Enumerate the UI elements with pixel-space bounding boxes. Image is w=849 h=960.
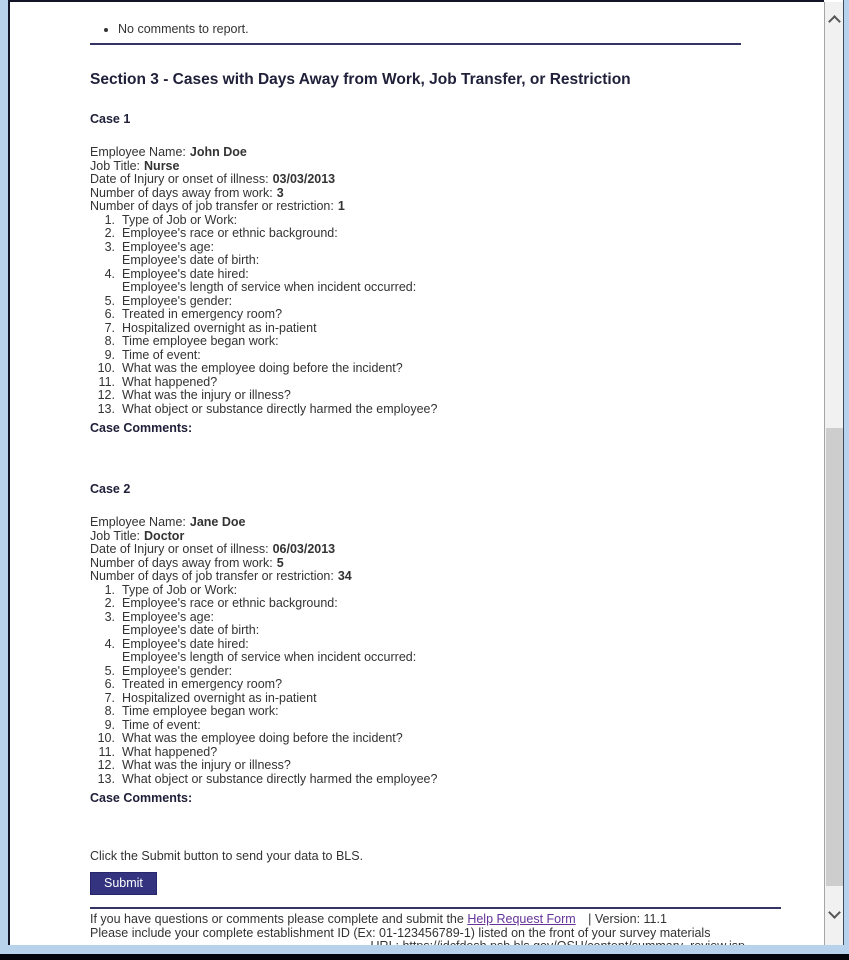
field-label: Number of days of job transfer or restriction: — [90, 569, 334, 583]
question-item — [90, 214, 823, 228]
scroll-up-button[interactable] — [825, 4, 843, 34]
question-number: 6. — [104, 307, 115, 321]
case-2-comments-label: Case Comments: — [90, 791, 193, 805]
window-border-right — [843, 0, 849, 954]
question-number: 10. — [97, 731, 115, 745]
case-1-section — [90, 113, 823, 436]
case-1-title: Case 1 — [90, 111, 131, 126]
content-border-top — [8, 0, 824, 2]
field-value: 3 — [276, 185, 284, 200]
field-employee-name — [90, 146, 823, 160]
question-item — [90, 362, 823, 376]
scroll-down-button[interactable] — [825, 899, 843, 929]
question-number: 4. — [104, 266, 115, 281]
question-text: What object or substance directly harmed the employee? — [122, 401, 438, 416]
question-number: 13. — [97, 401, 115, 416]
question-text: Time employee began work: — [122, 704, 279, 718]
question-number: 6. — [104, 677, 115, 691]
section3-heading: Section 3 - Cases with Days Away from Work, Job Transfer, or Restriction — [90, 70, 631, 88]
footer-help-line — [90, 913, 823, 927]
field-value: Doctor — [144, 528, 185, 543]
field-job-title — [90, 530, 823, 544]
question-text: Employee's race or ethnic background: — [122, 596, 338, 610]
field-days-away — [90, 187, 823, 201]
window-edge-bottom — [0, 954, 849, 960]
question-text: What was the employee doing before the incident? — [122, 731, 403, 745]
chevron-down-icon — [828, 906, 841, 919]
question-number: 1. — [104, 212, 115, 227]
question-item — [90, 773, 823, 787]
question-text: What was the injury or illness? — [122, 758, 291, 772]
question-text: Employee's age: Employee's date of birth: — [122, 609, 260, 637]
question-item — [90, 759, 823, 773]
question-item — [90, 584, 823, 598]
scrollbar-thumb[interactable] — [826, 428, 843, 886]
question-item — [90, 349, 823, 363]
field-label: Employee Name: — [90, 145, 186, 159]
question-item — [90, 335, 823, 349]
question-text: Employee's gender: — [122, 663, 233, 678]
question-item — [90, 705, 823, 719]
question-number: 2. — [104, 596, 115, 610]
field-injury-date — [90, 173, 823, 187]
question-text: Type of Job or Work: — [122, 582, 238, 597]
field-value: 06/03/2013 — [272, 542, 336, 556]
question-item — [90, 746, 823, 760]
field-job-title — [90, 160, 823, 174]
question-text: What object or substance directly harmed the employee? — [122, 771, 438, 786]
question-number: 12. — [97, 388, 115, 402]
version-text: | Version: 11.1 — [588, 912, 667, 926]
field-value: Jane Doe — [189, 515, 246, 529]
question-number: 8. — [104, 704, 115, 718]
field-days-restriction — [90, 570, 823, 584]
question-number: 12. — [97, 758, 115, 772]
question-number: 3. — [104, 609, 115, 624]
window-border-left — [0, 0, 8, 954]
page-content — [10, 2, 823, 945]
question-item — [90, 376, 823, 390]
question-text: Treated in emergency room? — [122, 307, 283, 321]
vertical-scrollbar[interactable] — [824, 2, 843, 945]
question-text: Time of event: — [122, 717, 201, 732]
field-employee-name — [90, 516, 823, 530]
question-text: Hospitalized overnight as in-patient — [122, 320, 317, 335]
question-text: Type of Job or Work: — [122, 212, 238, 227]
question-text: What happened? — [122, 374, 218, 389]
field-label: Number of days away from work: — [90, 555, 273, 570]
question-number: 11. — [98, 744, 115, 759]
case-2-title: Case 2 — [90, 481, 131, 496]
question-text: What was the employee doing before the incident? — [122, 361, 403, 375]
question-number: 5. — [104, 293, 115, 308]
question-number: 13. — [97, 771, 115, 786]
question-text: Employee's age: Employee's date of birth: — [122, 239, 260, 267]
question-item — [90, 241, 823, 268]
footer-establishment-line: Please include your complete establishment ID (Ex: 01-123456789-1) listed on the front of your survey materials — [90, 925, 711, 940]
question-text: Employee's race or ethnic background: — [122, 226, 338, 240]
question-number: 1. — [104, 582, 115, 597]
field-value: 1 — [337, 199, 345, 213]
question-text: Employee's date hired: Employee's length of service when incident occurred: — [122, 266, 417, 294]
question-number: 11. — [98, 374, 115, 389]
field-label: Date of Injury or onset of illness: — [90, 542, 269, 556]
question-number: 9. — [104, 717, 115, 732]
question-item — [90, 638, 823, 665]
help-request-form-link[interactable]: Help Request Form — [467, 912, 576, 926]
question-text: Time employee began work: — [122, 334, 279, 348]
content-border-left — [8, 0, 10, 945]
window-border-bottom — [0, 945, 849, 954]
question-item — [90, 308, 823, 322]
case-1-question-list — [90, 214, 823, 417]
chevron-up-icon — [828, 15, 841, 28]
question-number: 7. — [104, 320, 115, 335]
question-item — [90, 732, 823, 746]
question-text: Time of event: — [122, 347, 201, 362]
section-divider — [90, 43, 741, 45]
question-number: 10. — [97, 361, 115, 375]
question-item — [90, 403, 823, 417]
question-item — [90, 597, 823, 611]
question-item — [90, 665, 823, 679]
field-value: John Doe — [189, 145, 247, 159]
comments-note: • No comments to report. — [118, 23, 823, 37]
field-value: Nurse — [144, 158, 180, 173]
case-2-fields — [90, 516, 823, 584]
footer-help-prefix: If you have questions or comments please complete and submit the — [90, 912, 464, 926]
question-text: What was the injury or illness? — [122, 388, 291, 402]
comments-note-list — [90, 23, 823, 37]
question-number: 2. — [104, 226, 115, 240]
footer-divider — [90, 907, 781, 909]
question-item — [90, 227, 823, 241]
field-value: 03/03/2013 — [272, 172, 336, 186]
case-1-fields — [90, 146, 823, 214]
case-2-section — [90, 483, 823, 806]
question-text: Hospitalized overnight as in-patient — [122, 690, 317, 705]
submit-instruction: Click the Submit button to send your data to BLS. — [90, 848, 364, 863]
field-value: 34 — [337, 569, 352, 583]
question-text: Employee's gender: — [122, 293, 233, 308]
field-label: Number of days of job transfer or restriction: — [90, 199, 334, 213]
field-injury-date — [90, 543, 823, 557]
field-label: Date of Injury or onset of illness: — [90, 172, 269, 186]
case-1-comments-label: Case Comments: — [90, 421, 193, 435]
question-item — [90, 611, 823, 638]
field-label: Job Title: — [90, 158, 141, 173]
question-item — [90, 719, 823, 733]
question-number: 4. — [104, 636, 115, 651]
field-label: Employee Name: — [90, 515, 186, 529]
question-text: Employee's date hired: Employee's length of service when incident occurred: — [122, 636, 417, 664]
field-label: Number of days away from work: — [90, 185, 273, 200]
question-number: 7. — [104, 690, 115, 705]
field-value: 5 — [276, 555, 284, 570]
question-text: What happened? — [122, 744, 218, 759]
question-item — [90, 322, 823, 336]
question-text: Treated in emergency room? — [122, 677, 283, 691]
field-days-away — [90, 557, 823, 571]
question-number: 9. — [104, 347, 115, 362]
question-number: 5. — [104, 663, 115, 678]
case-2-question-list — [90, 584, 823, 787]
question-number: 8. — [104, 334, 115, 348]
field-days-restriction — [90, 200, 823, 214]
question-item — [90, 295, 823, 309]
question-item — [90, 268, 823, 295]
question-item — [90, 692, 823, 706]
submit-button[interactable]: Submit — [90, 872, 157, 895]
field-label: Job Title: — [90, 528, 141, 543]
question-number: 3. — [104, 239, 115, 254]
question-item — [90, 678, 823, 692]
question-item — [90, 389, 823, 403]
